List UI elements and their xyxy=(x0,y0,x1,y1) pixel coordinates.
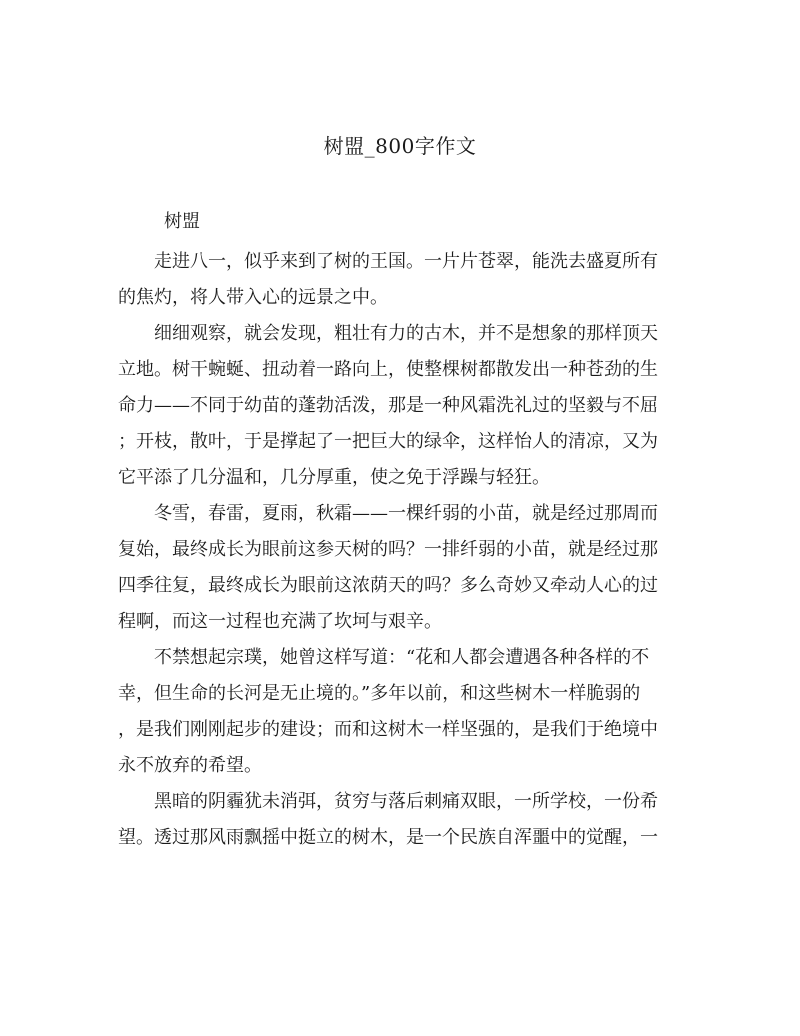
text-line: 不禁想起宗璞，她曾这样写道：“花和人都会遭遇各种各样的不 xyxy=(118,647,650,668)
text-line: 复始，最终成长为眼前这参天树的吗？一排纤弱的小苗，就是经过那 xyxy=(118,539,658,560)
essay-body xyxy=(118,244,688,856)
document-title: 树盟_800字作文 xyxy=(323,134,477,158)
text-line: 黑暗的阴霾犹未消弭，贫穷与落后刺痛双眼，一所学校，一份希 xyxy=(118,791,658,812)
text-line: 幸，但生命的长河是无止境的。”多年以前，和这些树木一样脆弱的 xyxy=(118,683,641,704)
text-line: 冬雪，春雷，夏雨，秋霜——一棵纤弱的小苗，就是经过那周而 xyxy=(118,503,658,524)
text-line: 四季往复，最终成长为眼前这浓荫天的吗？多么奇妙又牵动人心的过 xyxy=(118,575,658,596)
text-line: ；开枝，散叶，于是撑起了一把巨大的绿伞，这样怡人的清凉，又为 xyxy=(118,431,658,452)
text-line: 走进八一，似乎来到了树的王国。一片片苍翠，能洗去盛夏所有 xyxy=(118,251,658,272)
text-line: 命力——不同于幼苗的蓬勃活泼，那是一种风霜洗礼过的坚毅与不屈 xyxy=(118,395,658,416)
text-line: ，是我们刚刚起步的建设；而和这树木一样坚强的，是我们于绝境中 xyxy=(118,719,658,740)
text-line: 细细观察，就会发现，粗壮有力的古木，并不是想象的那样顶天 xyxy=(118,323,658,344)
essay-heading: 树盟 xyxy=(164,211,200,232)
text-line: 它平添了几分温和，几分厚重，使之免于浮躁与轻狂。 xyxy=(118,467,550,488)
text-line: 的焦灼，将人带入心的远景之中。 xyxy=(118,287,388,308)
text-line: 望。透过那风雨飘摇中挺立的树木，是一个民族自浑噩中的觉醒，一 xyxy=(118,827,658,848)
text-line: 永不放弃的希望。 xyxy=(118,755,262,776)
text-line: 立地。树干蜿蜒、扭动着一路向上，使整棵树都散发出一种苍劲的生 xyxy=(118,359,658,380)
text-line: 程啊，而这一过程也充满了坎坷与艰辛。 xyxy=(118,611,442,632)
